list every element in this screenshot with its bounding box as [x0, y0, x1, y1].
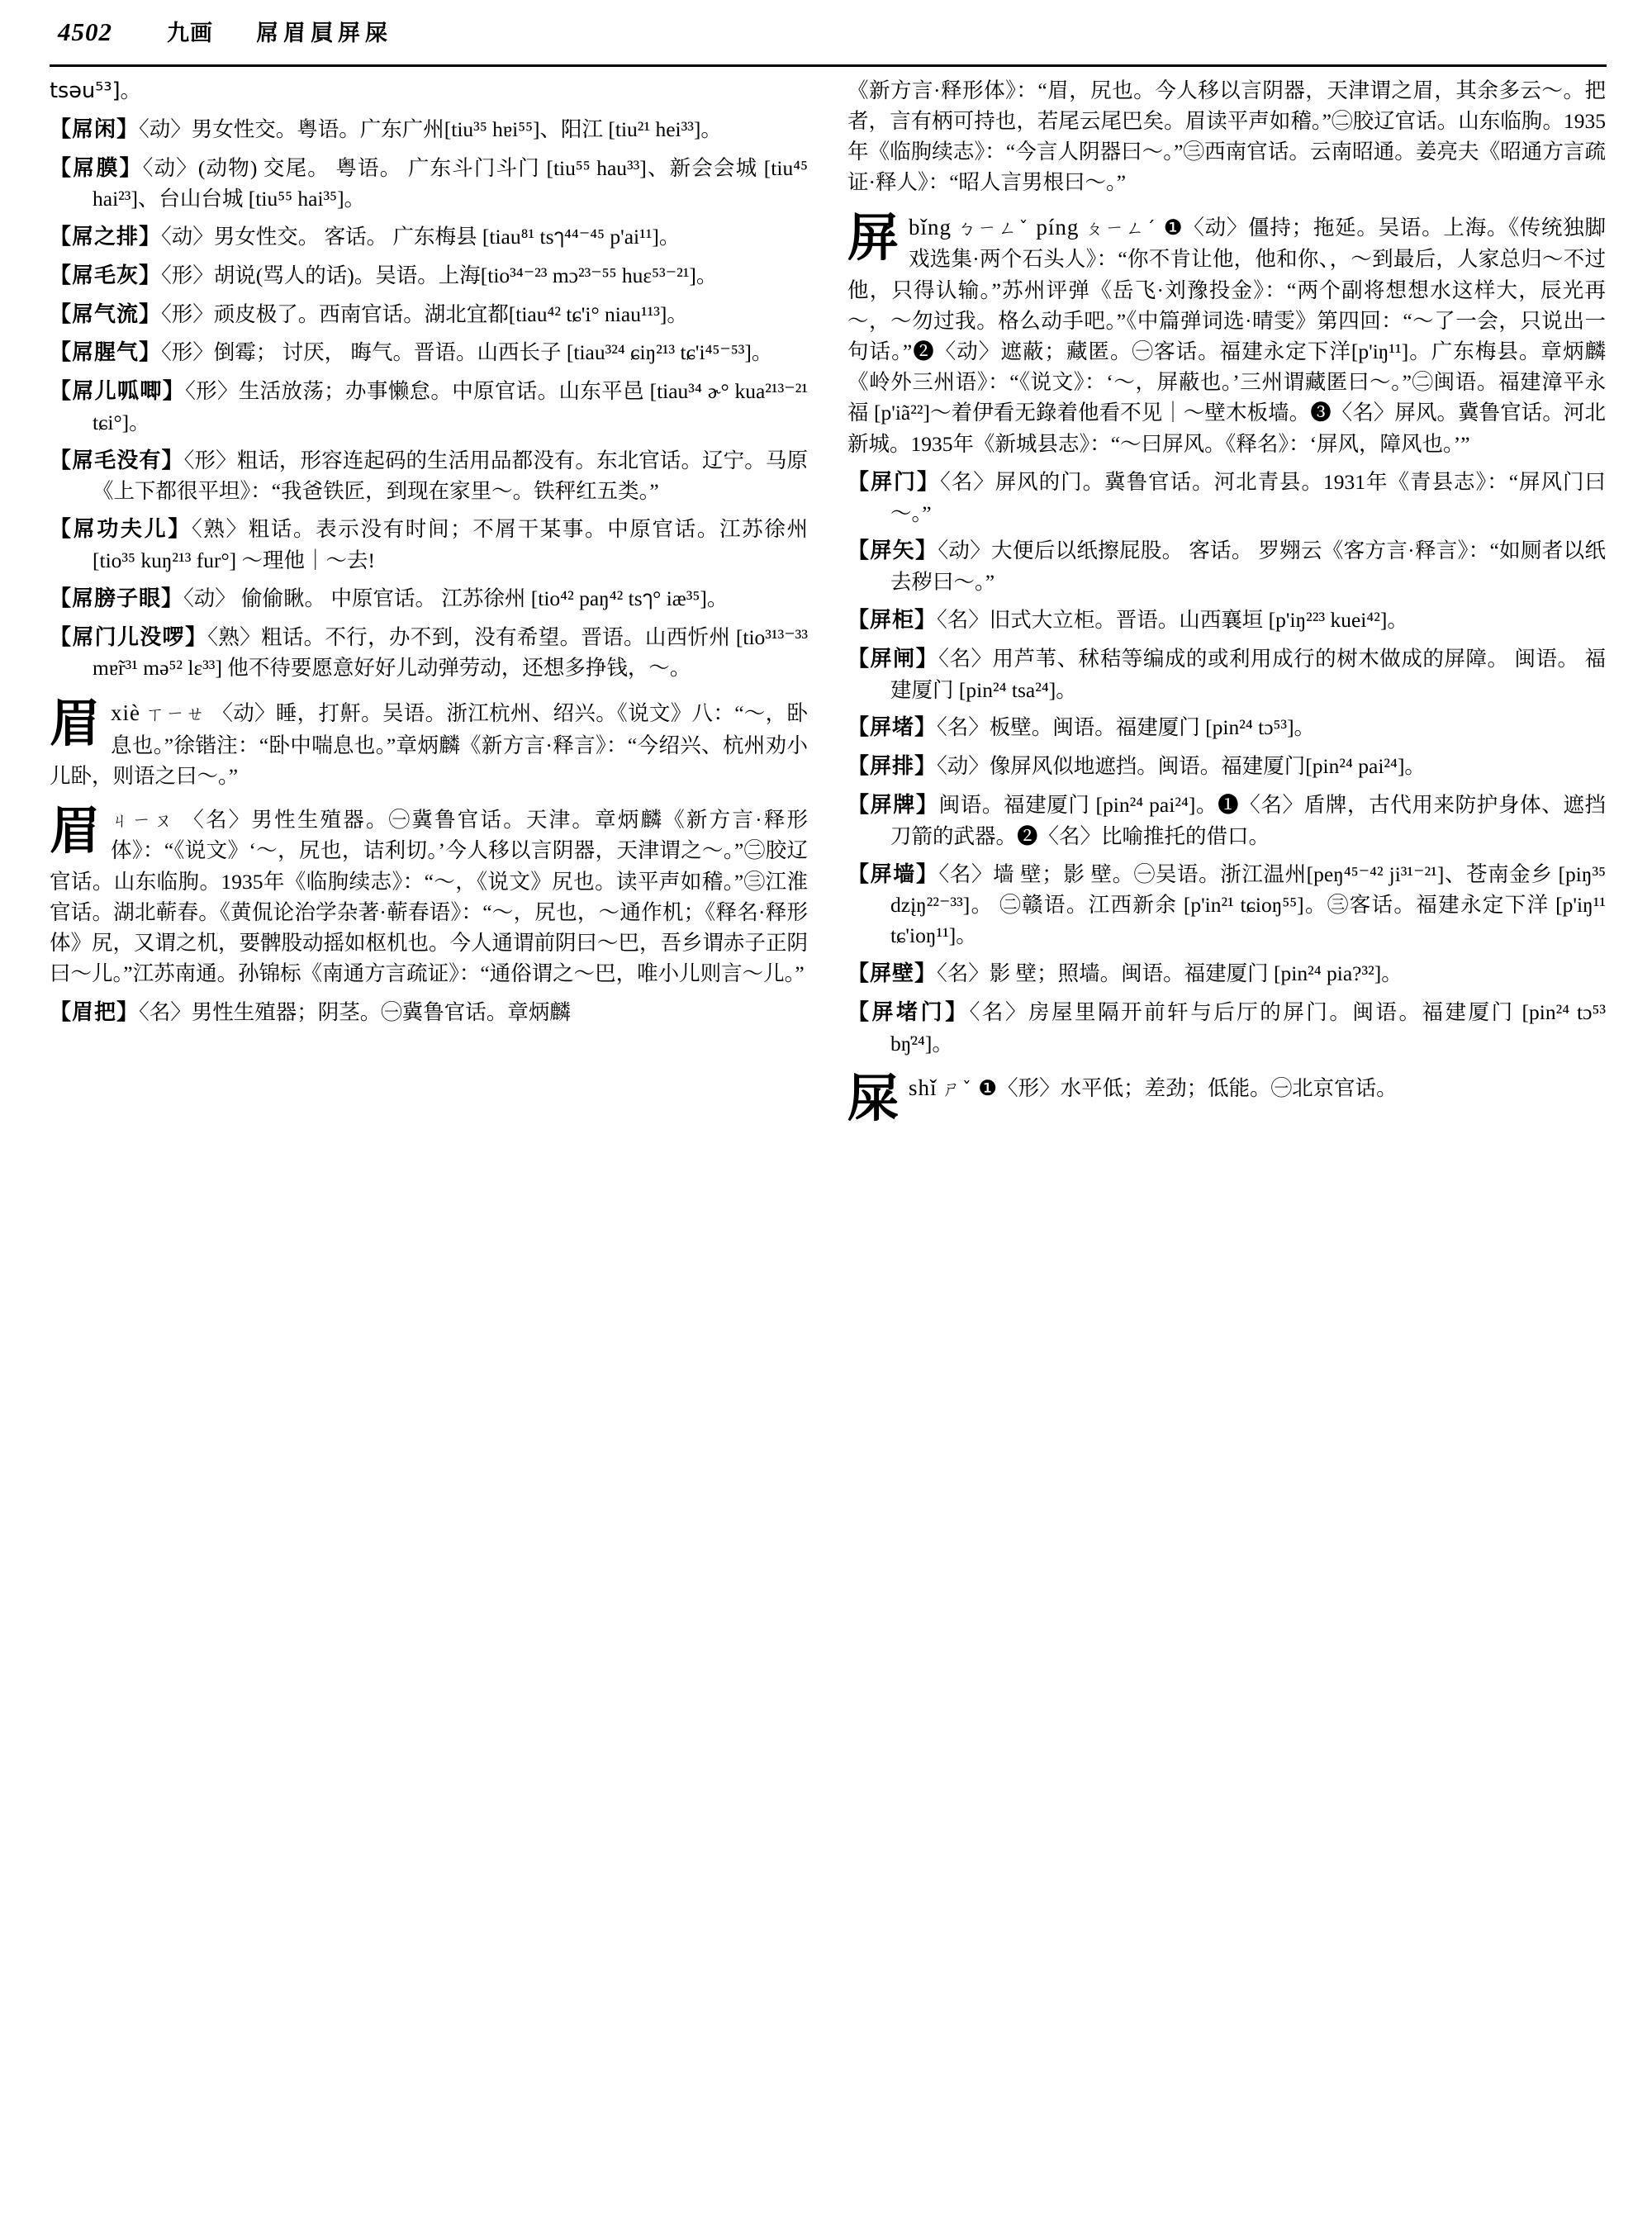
page-header — [58, 15, 1594, 56]
entry — [50, 261, 808, 292]
character-entry — [50, 800, 808, 989]
zhuyin: ㄒㄧㄝ — [145, 705, 206, 726]
character-entry-body: 〈名〉男性生殖器。㊀冀鲁官话。天津。章炳麟《新方言·释形体》：“《说文》‘～，尻也，诘利切。’今人移以言阴器，天津谓之～。”㊁胶辽官话。山东临朐。1935年《临朐续志》：“～，《说文》尻也。读平声如稽。”㊂江淮官话。湖北蕲春。《黄侃论治学杂著·蕲春语》：“～，尻也，～通作机；《释名·释形体》尻，又谓之机，要髀股动摇如枢机也。今人通谓前阴曰～巴，吾乡谓赤子正阴曰～儿。”江苏南通。孙锦标《南通方言疏证》：“通俗谓之～巴，唯小儿则言～儿。” — [50, 808, 808, 986]
entry-body: 〈名〉板壁。闽语。福建厦门 [pin²⁴ tɔ⁵³]。 — [937, 715, 1316, 740]
left-column — [50, 76, 808, 2207]
entry — [847, 713, 1606, 744]
entry — [50, 115, 808, 146]
entry-headword: 【屏堵门】 — [847, 999, 970, 1025]
page-number: 4502 — [58, 17, 112, 46]
zhuyin-alt: ㄆㄧㄥˊ — [1085, 218, 1158, 240]
entry — [50, 584, 808, 615]
entry-headword: 【屏墙】 — [847, 861, 939, 887]
pinyin: bǐng — [909, 214, 952, 240]
continuation-text: tsəu⁵³]。 — [50, 78, 142, 103]
entry — [847, 536, 1606, 598]
entry-body: 〈名〉旧式大立柜。晋语。山西襄垣 [p'iŋ²²³ kuei⁴²]。 — [937, 608, 1408, 633]
entry-body: 〈形〉粗话，形容连起码的生活用品都没有。东北官话。辽宁。马原《上下都很平坦》：“我爸铁匠，到现在家里～。铁秤红五类。” — [93, 448, 808, 504]
big-character: 眉 — [50, 693, 102, 754]
character-entry — [50, 693, 808, 791]
entry-body: 〈形〉倒霉； 讨厌， 晦气。晋语。山西长子 [tiau³²⁴ ɕiŋ²¹³ tɕ'i⁴⁵⁻⁵³]。 — [161, 340, 773, 365]
big-character: 屎 — [847, 1068, 900, 1129]
entry — [847, 752, 1606, 783]
pinyin: xiè — [111, 700, 141, 726]
entry-body: 〈熟〉粗话。不行，办不到，没有希望。晋语。山西忻州 [tio³¹³⁻³³ mɐ̃r³¹ mə⁵² lɛ³³] 他不待要愿意好好儿动弹劳动，还想多挣钱，～。 — [93, 624, 808, 681]
entry — [50, 154, 808, 216]
right-column — [847, 76, 1606, 2207]
entry-headword: 【屏闸】 — [847, 646, 939, 671]
character-entry-body: ❶〈形〉水平低；差劲；低能。㊀北京官话。 — [978, 1076, 1398, 1101]
entry-headword: 【屌闲】 — [50, 116, 140, 142]
entry-body: 〈名〉用芦苇、秫秸等编成的或利用成行的树木做成的屏障。 闽语。 福建厦门 [pin²⁴ tsa²⁴]。 — [890, 646, 1606, 702]
entry-body: 〈名〉墙 壁；影 壁。㊀吴语。浙江温州[peŋ⁴⁵⁻⁴² ji³¹⁻²¹]、苍南金乡 [piŋ³⁵ dzįŋ²²⁻³³]。 ㊁赣语。江西新余 [p'in²¹ tɕioŋ⁵⁵]。㊂客话。福建永定下洋 [p'iŋ¹¹ tɕ'ioŋ¹¹]。 — [890, 861, 1606, 948]
entry-headword: 【屏门】 — [847, 469, 940, 495]
entry — [50, 300, 808, 331]
header-headwords: 屌眉屓屏屎 — [256, 21, 392, 46]
entry — [50, 515, 808, 576]
pinyin-alt: píng — [1036, 214, 1080, 240]
stroke-count-label: 九画 — [167, 21, 213, 46]
entry-headword: 【屏矢】 — [847, 539, 938, 564]
continuation-text: 《新方言·释形体》：“眉，尻也。今人移以言阴器，天津谓之眉，其余多云～。把者，言有柄可持也，若尾云尾巴矣。眉读平声如稽。”㊁胶辽官话。山东临朐。1935年《临朐续志》：“今言人阴器曰～。”㊂西南官话。云南昭通。姜亮夫《昭通方言疏证·释人》：“昭人言男根曰～。” — [847, 78, 1606, 194]
character-entry-body: 〈动〉睡，打鼾。吴语。浙江杭州、绍兴。《说文》八：“～，卧息也。”徐锴注：“卧中喘息也。”章炳麟《新方言·释言》：“今绍兴、杭州劝小儿卧，则语之曰～。” — [50, 701, 808, 788]
entry-headword: 【屌毛没有】 — [50, 448, 184, 473]
entry — [50, 446, 808, 508]
entry-headword: 【屏壁】 — [847, 961, 938, 987]
entry-body: 〈形〉顽皮极了。西南官话。湖北宜都[tiau⁴² tɕ'i° niau¹¹³]。 — [161, 301, 688, 326]
entry-body: 〈动〉 偷偷瞅。 中原官话。 江苏徐州 [tio⁴² paŋ⁴² tsๅ° iæ³⁵]。 — [183, 586, 729, 611]
entry-body: 〈名〉影 壁；照墙。闽语。福建厦门 [pin²⁴ pia?³²]。 — [937, 961, 1403, 986]
big-character: 眉 — [50, 800, 102, 861]
entry-body: 〈形〉生活放荡；办事懒怠。中原官话。山东平邑 [tiau³⁴ ɚ° kua²¹³⁻²¹ tɕi°]。 — [93, 379, 808, 434]
entry-body: 〈名〉屏风的门。冀鲁官话。河北青县。1931年《青县志》：“屏风门曰～。” — [890, 469, 1606, 525]
entry-body: 〈形〉胡说(骂人的话)。吴语。上海[tio³⁴⁻²³ mɔ²³⁻⁵⁵ huɛ⁵³⁻²¹]。 — [161, 263, 718, 287]
entry — [50, 998, 808, 1029]
entry-headword: 【屌之排】 — [50, 225, 162, 250]
entry — [50, 623, 808, 685]
character-entry — [847, 206, 1606, 459]
entry — [50, 338, 808, 369]
entry-headword: 【眉把】 — [50, 999, 140, 1025]
character-entry-body: ❶〈动〉僵持；拖延。吴语。上海。《传统独脚戏选集·两个石头人》：“你不肯让他，他和你、，～到最后，人家总归～不过他，只得认输。”苏州评弹《岳飞·刘豫投金》：“两个副将想想水这样大，辰光再～，～勿过我。格么动手吧。”《中篇弹词选·晴雯》第四回：“～了一会，只说出一句话。”❷〈动〉遮蔽；藏匿。㊀客话。福建永定下洋[p'iŋ¹¹]。广东梅县。章炳麟《岭外三州语》：“《说文》：‘～，屏蔽也。’三州谓藏匿曰～。”㊁闽语。福建漳平永福 [p'iã²²]～着伊看无錄着他看不见｜～壁木板墙。❸〈名〉屏风。冀鲁官话。河北新城。1935年《新城县志》：“～曰屏风。《释名》：‘屏风，障风也。’” — [847, 215, 1606, 456]
entry — [847, 644, 1606, 706]
entry-headword: 【屌门儿没啰】 — [50, 624, 208, 650]
entry — [847, 998, 1606, 1060]
entry-headword: 【屌气流】 — [50, 301, 162, 327]
entry-body: 〈熟〉粗话。表示没有时间；不屑干某事。中原官话。江苏徐州 [tio³⁵ kuŋ²¹³ fur°] ～理他｜～去! — [93, 517, 808, 573]
entry — [847, 605, 1606, 637]
entry-headword: 【屌毛灰】 — [50, 263, 162, 288]
entry-headword: 【屌儿呱唧】 — [50, 379, 186, 405]
entry — [847, 860, 1606, 952]
entry — [847, 790, 1606, 852]
entry-body: 〈动〉男女性交。 客话。 广东梅县 [tiau⁸¹ tsๅ⁴⁴⁻⁴⁵ p'ai¹¹]。 — [161, 225, 681, 249]
entry-body: 闽语。福建厦门 [pin²⁴ pai²⁴]。❶〈名〉盾牌，古代用来防护身体、遮挡刀箭的武器。❷〈名〉比喻推托的借口。 — [890, 792, 1606, 848]
entry-headword: 【屌膀子眼】 — [50, 586, 184, 612]
entry-headword: 【屏排】 — [847, 754, 938, 780]
entry-body: 〈动〉大便后以纸擦屁股。 客话。 罗翙云《客方言·释言》：“如厕者以纸去秽曰～。” — [890, 539, 1606, 595]
entry — [847, 959, 1606, 990]
header-rule — [50, 64, 1607, 67]
entry-headword: 【屌功夫儿】 — [50, 517, 192, 543]
zhuyin: ㄕˇ — [942, 1079, 973, 1101]
entry-headword: 【屏柜】 — [847, 608, 938, 633]
column-container — [50, 76, 1607, 2207]
entry-body: 〈动〉(动物) 交尾。 粤语。 广东斗门斗门 [tiu⁵⁵ hau³³]、新会会城 [tiu⁴⁵ hai²³]、台山台城 [tiu⁵⁵ hai³⁵]。 — [93, 155, 808, 211]
character-entry — [847, 1068, 1606, 1129]
big-character: 屏 — [847, 206, 900, 268]
entry-body: 〈动〉像屏风似地遮挡。闽语。福建厦门[pin²⁴ pai²⁴]。 — [937, 754, 1426, 779]
entry-headword: 【屏堵】 — [847, 715, 938, 741]
zhuyin: ㄅㄧㄥˇ — [957, 218, 1031, 240]
zhuyin: ㄐㄧㄡ — [111, 811, 176, 833]
entry-headword: 【屌腥气】 — [50, 340, 162, 366]
entry-body: 〈动〉男女性交。粤语。广东广州[tiu³⁵ hɐi⁵⁵]、阳江 [tiu²¹ hei³³]。 — [139, 116, 722, 141]
entry-headword: 【屌膜】 — [50, 155, 143, 181]
entry-headword: 【屏牌】 — [847, 792, 939, 818]
entry — [50, 222, 808, 254]
entry-body: 〈名〉房屋里隔开前轩与后厅的屏门。闽语。福建厦门 [pin²⁴ tɔ⁵³ bŋ̍²⁴]。 — [890, 999, 1606, 1056]
entry — [847, 467, 1606, 529]
entry — [50, 377, 808, 439]
pinyin: shǐ — [909, 1075, 938, 1101]
entry-body: 〈名〉男性生殖器；阴茎。㊀冀鲁官话。章炳麟 — [139, 999, 571, 1024]
